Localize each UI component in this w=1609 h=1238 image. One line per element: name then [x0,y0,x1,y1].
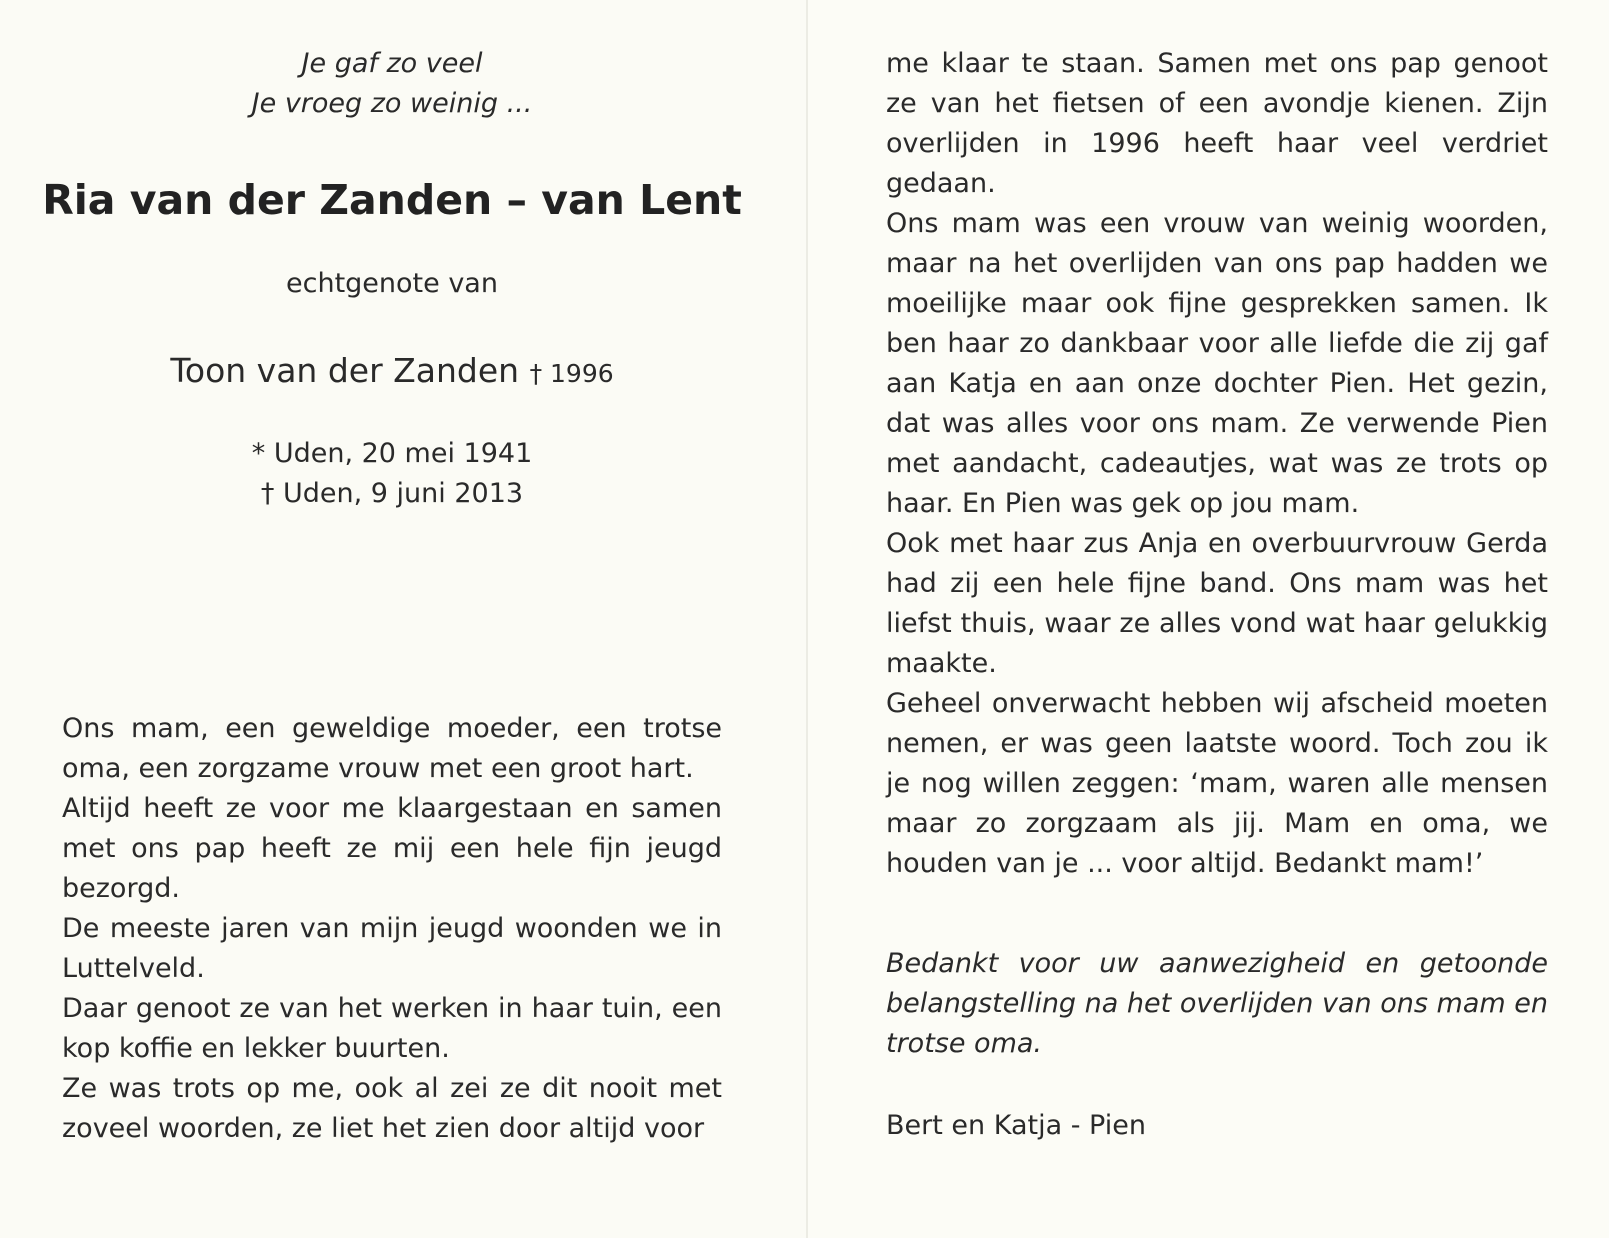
left-paragraph: Ze was trots op me, ook al zei ze dit nooit met zoveel woorden, ze liet het zien door altijd voor [62,1073,722,1144]
deceased-name: Ria van der Zanden – van Lent [42,176,742,224]
left-paragraph: De meeste jaren van mijn jeugd woonden we in Luttelveld. [62,913,722,984]
left-paragraph: Ons mam, een geweldige moeder, een trotse oma, een zorgzame vrouw met een groot hart. [62,713,722,784]
right-paragraph: Geheel onverwacht hebben wij afscheid moeten nemen, er was geen laatste woord. Toch zou ik je nog willen zeggen: ‘mam, waren alle mensen maar zo zorgzaam als jij. Mam en oma, we houden van je ... voor altijd. Bedankt mam!’ [886,688,1548,879]
spouse-death-year: † 1996 [529,359,614,388]
thank-you-note: Bedankt voor uw aanwezigheid en getoonde belangstelling na het overlijden van ons mam en trotse oma. [886,948,1548,1059]
signature: Bert en Katja - Pien [886,1110,1146,1141]
quote-line-2: Je vroeg zo weinig ... [251,88,533,119]
left-body-text [62,709,722,1149]
left-paragraph: Altijd heeft ze voor me klaargestaan en samen met ons pap heeft ze mij een hele fijn jeugd bezorgd. [62,793,722,904]
quote-line-1: Je gaf zo veel [301,48,483,79]
spouse-line [60,348,724,397]
right-paragraph: me klaar te staan. Samen met ons pap genoot ze van het fietsen of een avondje kienen. Zijn overlijden in 1996 heeft haar veel verdriet gedaan. [886,48,1548,199]
death-date: † Uden, 9 juni 2013 [260,478,524,509]
left-paragraph: Daar genoot ze van het werken in haar tuin, een kop koffie en lekker buurten. [62,993,722,1064]
right-body-text [886,44,1548,884]
birth-date: * Uden, 20 mei 1941 [251,438,533,469]
right-paragraph: Ook met haar zus Anja en overbuurvrouw Gerda had zij een hele fijne band. Ons mam was het liefst thuis, waar ze alles vond wat haar gelukkig maakte. [886,528,1548,679]
spouse-name: Toon van der Zanden [170,351,520,390]
opening-quote [60,44,724,124]
spouse-label: echtgenote van [286,268,498,299]
life-dates [60,434,724,514]
right-paragraph: Ons mam was een vrouw van weinig woorden, maar na het overlijden van ons pap hadden we moeilijke maar ook fijne gesprekken samen. Ik ben haar zo dankbaar voor alle liefde die zij gaf aan Katja en aan onze dochter Pien. Het gezin, dat was alles voor ons mam. Ze verwende Pien met aandacht, cadeautjes, wat was ze trots op haar. En Pien was gek op jou mam. [886,208,1548,519]
